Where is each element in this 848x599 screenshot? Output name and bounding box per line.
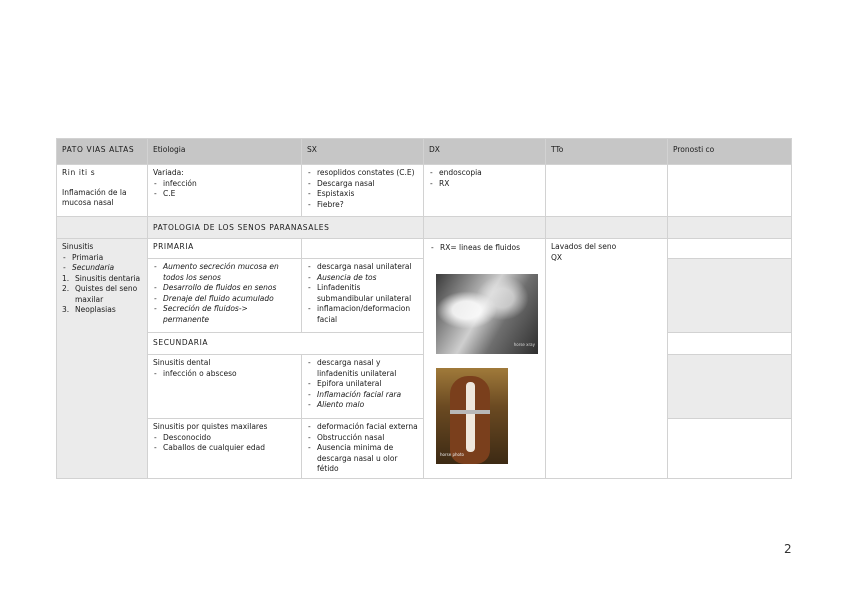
list-item: - Caballos de cualquier edad	[153, 443, 296, 454]
list-item: - Secreción de fluidos-> permanente	[153, 304, 296, 325]
page-number: 2	[784, 542, 792, 556]
list-item: - Espistaxis	[307, 189, 418, 200]
header-cell: Pronosti co	[668, 139, 792, 165]
rinitis-desc: Inflamación de la mucosa nasal	[62, 187, 127, 207]
list-item: - Fiebre?	[307, 200, 418, 211]
list-item: - Drenaje del fluido acumulado	[153, 294, 296, 305]
rinitis-pronostico	[668, 165, 792, 217]
table-header-row	[57, 139, 792, 165]
section-row	[57, 217, 792, 239]
primaria-label: PRIMARIA	[148, 239, 302, 259]
pathology-table	[56, 138, 792, 479]
rinitis-title: Rin iti s	[62, 168, 96, 177]
list-item: - Aliento malo	[307, 400, 418, 411]
table-row-primaria-label	[57, 239, 792, 259]
primaria-sx	[302, 259, 424, 333]
list-item: - Descarga nasal	[307, 179, 418, 190]
header-cell: TTo	[546, 139, 668, 165]
list-item: - infección o absceso	[153, 369, 296, 380]
header-cell: DX	[424, 139, 546, 165]
sinusitis-tto: Lavados del seno QX	[546, 239, 668, 479]
list-item: - Desarrollo de fluidos en senos	[153, 283, 296, 294]
rinitis-dx	[424, 165, 546, 217]
xray-image: horse xray	[436, 274, 538, 354]
rinitis-etiologia	[148, 165, 302, 217]
list-item: 3. Neoplasias	[62, 305, 116, 314]
list-item: - Obstrucción nasal	[307, 433, 418, 444]
list-item: - endoscopia	[429, 168, 540, 179]
rinitis-tto	[546, 165, 668, 217]
list-item: - RX	[429, 179, 540, 190]
list-item: - deformación facial externa	[307, 422, 418, 433]
rinitis-cell	[57, 165, 148, 217]
etiologia-label: Variada:	[153, 168, 184, 177]
dental-sx	[302, 355, 424, 419]
list-item: - Secundaria	[62, 263, 142, 274]
list-item: 1. Sinusitis dentaria	[62, 273, 141, 283]
header-cell: Etiologia	[148, 139, 302, 165]
list-item: 2. Quistes del seno maxilar	[62, 284, 138, 304]
secundaria-label: SECUNDARIA	[148, 333, 424, 355]
list-item: - Epifora unilateral	[307, 379, 418, 390]
horse-image: horse photo	[436, 368, 508, 464]
list-item: - Ausencia minima de descarga nasal u olor fétido	[307, 443, 418, 475]
list-item: - Desconocido	[153, 433, 296, 444]
header-cell: PATO VIAS ALTAS	[57, 139, 148, 165]
header-cell: SX	[302, 139, 424, 165]
quistes-sx	[302, 419, 424, 479]
list-item: - Primaria	[62, 253, 142, 264]
list-item: - C.E	[153, 189, 296, 200]
list-item: - RX= lineas de fluidos	[430, 243, 541, 254]
primaria-etiologia	[148, 259, 302, 333]
list-item: - descarga nasal unilateral	[307, 262, 418, 273]
list-item: - infección	[153, 179, 296, 190]
list-item: - resoplidos constates (C.E)	[307, 168, 418, 179]
section-title: PATOLOGIA DE LOS SENOS PARANASALES	[148, 217, 424, 239]
list-item: - Aumento secreción mucosa en todos los senos	[153, 262, 296, 283]
list-item: - descarga nasal y linfadenitis unilateral	[307, 358, 418, 379]
list-item: - Ausencia de tos	[307, 273, 418, 284]
dental-etiologia: Sinusitis dental - infección o absceso	[148, 355, 302, 419]
table-row-rinitis	[57, 165, 792, 217]
quistes-etiologia: Sinusitis por quistes maxilares - Desconocido - Caballos de cualquier edad	[148, 419, 302, 479]
sinusitis-title: Sinusitis	[62, 242, 94, 251]
list-item: - Inflamación facial rara	[307, 390, 418, 401]
rinitis-sx	[302, 165, 424, 217]
sinusitis-cell	[57, 239, 148, 479]
list-item: - inflamacion/deformacion facial	[307, 304, 418, 325]
list-item: - Linfadenitis submandibular unilateral	[307, 283, 418, 304]
sinusitis-dx	[424, 239, 546, 479]
